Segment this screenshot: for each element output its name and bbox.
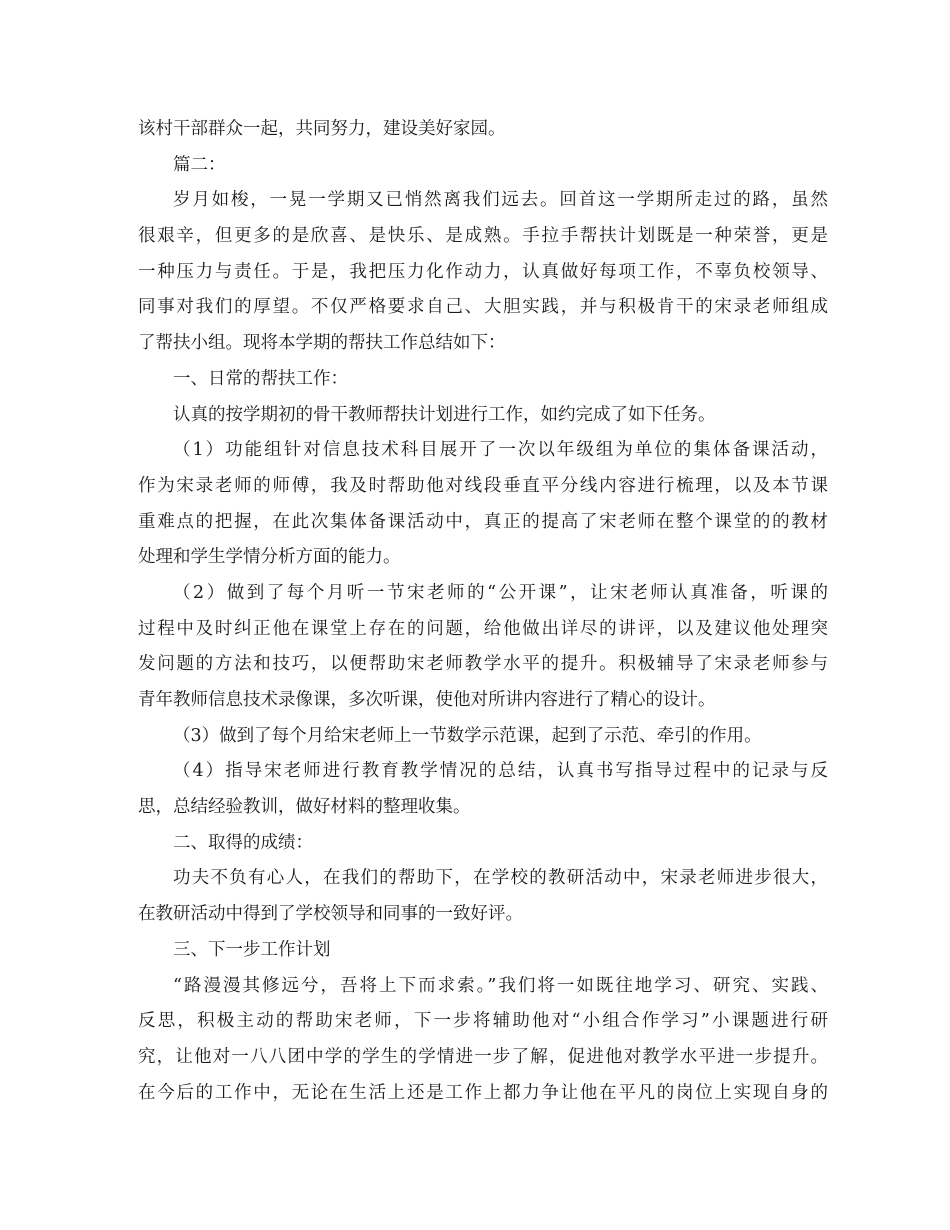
document-body — [138, 112, 828, 1111]
paragraph-line: 认真的按学期初的骨干教师帮扶计划进行工作，如约完成了如下任务。 — [173, 404, 716, 425]
paragraph-line: 过程中及时纠正他在课堂上存在的问题，给他做出详尽的讲评，以及建议他处理突 — [138, 618, 828, 639]
paragraph-line: （3）做到了每个月给宋老师上一节数学示范课，起到了示范、牵引的作用。 — [173, 725, 762, 746]
paragraph-line: 功夫不负有心人，在我们的帮助下，在学校的教研活动中，宋录老师进步很大， — [173, 868, 828, 889]
paragraph-line: 作为宋录老师的师傅，我及时帮助他对线段垂直平分线内容进行梳理，以及本节课 — [138, 475, 828, 496]
paragraph-line: 反思，积极主动的帮助宋老师，下一步将辅助他对“小组合作学习”小课题进行研 — [138, 1011, 828, 1032]
paragraph-line: 重难点的把握，在此次集体备课活动中，真正的提高了宋老师在整个课堂的的教材 — [138, 511, 828, 532]
paragraph-line: 很艰辛，但更多的是欣喜、是快乐、是成熟。手拉手帮扶计划既是一种荣誉，更是 — [138, 226, 828, 247]
paragraph-line: 二、取得的成绩： — [173, 832, 313, 853]
paragraph-line: 篇二： — [173, 154, 226, 175]
paragraph-line: 在教研活动中得到了学校领导和同事的一致好评。 — [138, 904, 523, 925]
paragraph-line: 同事对我们的厚望。不仅严格要求自己、大胆实践，并与积极肯干的宋录老师组成 — [138, 297, 828, 318]
paragraph-line: 一种压力与责任。于是，我把压力化作动力，认真做好每项工作，不辜负校领导、 — [138, 261, 828, 282]
paragraph-line: （1）功能组针对信息技术科目展开了一次以年级组为单位的集体备课活动， — [173, 440, 828, 461]
paragraph-line: 青年教师信息技术录像课，多次听课，使他对所讲内容进行了精心的设计。 — [138, 690, 716, 710]
paragraph-line: 了帮扶小组。现将本学期的帮扶工作总结如下： — [138, 333, 506, 354]
paragraph-line: 岁月如梭，一晃一学期又已悄然离我们远去。回首这一学期所走过的路，虽然 — [173, 190, 828, 211]
paragraph-line: 三、下一步工作计划 — [173, 939, 331, 960]
paragraph-line: “路漫漫其修远兮，吾将上下而求索。”我们将一如既往地学习、研究、实践、 — [173, 975, 828, 996]
paragraph-line: 处理和学生学情分析方面的能力。 — [138, 547, 401, 568]
paragraph-line: 思，总结经验教训，做好材料的整理收集。 — [138, 797, 471, 818]
paragraph-line: （4）指导宋老师进行教育教学情况的总结，认真书写指导过程中的记录与反 — [173, 761, 828, 782]
paragraph-line: 在今后的工作中，无论在生活上还是工作上都力争让他在平凡的岗位上实现自身的 — [138, 1082, 828, 1103]
paragraph-line: 究，让他对一八八团中学的学生的学情进一步了解，促进他对教学水平进一步提升。 — [138, 1046, 828, 1067]
paragraph-line: （2）做到了每个月听一节宋老师的“公开课”，让宋老师认真准备，听课的 — [173, 582, 828, 603]
paragraph-line: 发问题的方法和技巧，以便帮助宋老师教学水平的提升。积极辅导了宋录老师参与 — [138, 654, 828, 675]
paragraph-line: 一、日常的帮扶工作： — [173, 368, 348, 389]
paragraph-line: 该村干部群众一起，共同努力，建设美好家园。 — [138, 119, 506, 139]
